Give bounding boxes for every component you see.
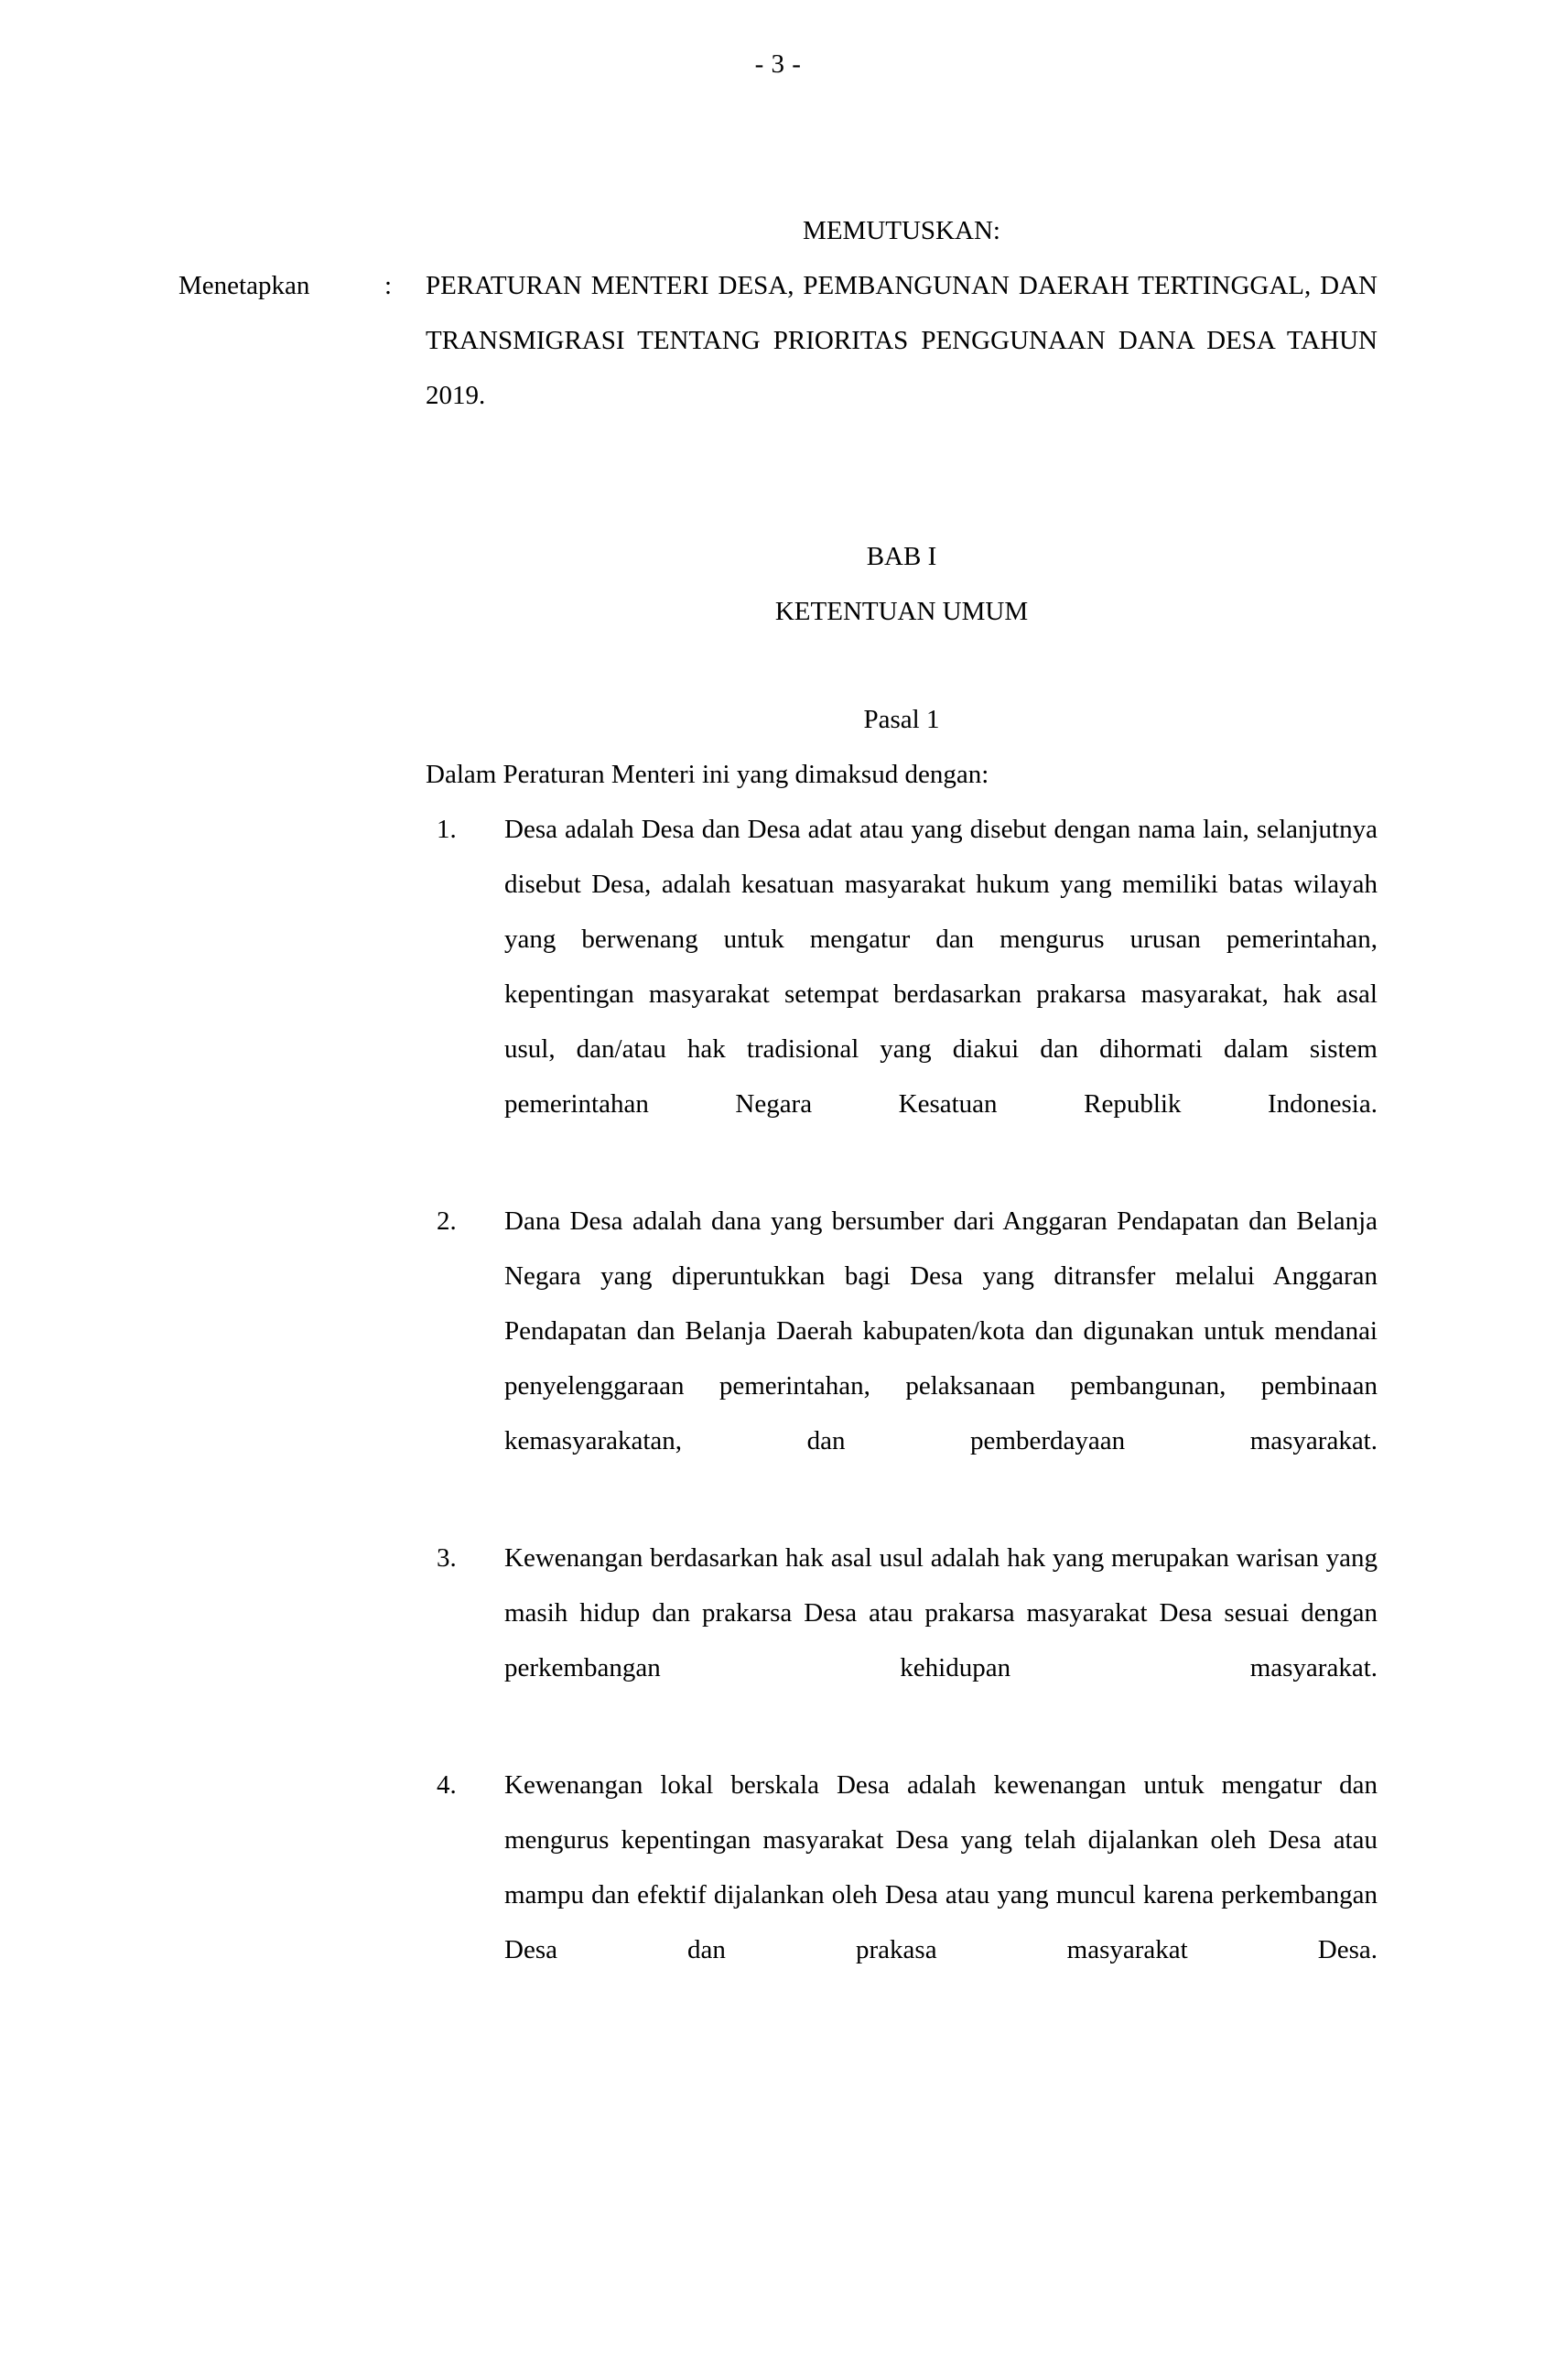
decision-title-text: PERATURAN MENTERI DESA, PEMBANGUNAN DAERAH TERTINGGAL, DAN TRANSMIGRASI TENTANG PRIORITAS PENGGUNAAN DANA DESA TAHUN 2019. — [426, 271, 1378, 410]
spacer-before-article — [178, 639, 1378, 692]
list-item-text: Dana Desa adalah dana yang bersumber dari Anggaran Pendapatan dan Belanja Negara yang diperuntukkan bagi Desa yang ditransfer melalui Anggaran Pendapatan dan Belanja Daerah kabupaten/kota dan digunakan untuk mendanai penyelenggaraan pemerintahan, pelaksanaan pembangunan, pembinaan kemasyarakatan, dan pemberdayaan masyarakat. — [504, 1206, 1378, 1455]
list-item — [426, 1194, 1378, 1523]
list-item — [426, 1758, 1378, 2032]
list-item-text: Desa adalah Desa dan Desa adat atau yang disebut dengan nama lain, selanjutnya disebut Desa, adalah kesatuan masyarakat hukum yang memiliki batas wilayah yang berwenang untuk mengatur dan mengurus urusan pemerintahan, kepentingan masyarakat setempat berdasarkan prakarsa masyarakat, hak asal usul, dan/atau hak tradisional yang diakui dan dihormati dalam sistem pemerintahan Negara Kesatuan Republik Indonesia. — [504, 815, 1378, 1119]
article-intro-text: Dalam Peraturan Menteri ini yang dimaksud dengan: — [426, 760, 989, 789]
decision-block — [178, 258, 1378, 478]
list-item-text: Kewenangan berdasarkan hak asal usul adalah hak yang merupakan warisan yang masih hidup dan prakarsa Desa atau prakarsa masyarakat Desa sesuai dengan perkembangan kehidupan masyarakat. — [504, 1543, 1378, 1682]
decision-heading: MEMUTUSKAN: — [803, 216, 1000, 245]
list-item-marker: 3. — [437, 1543, 457, 1573]
page-content — [178, 203, 1378, 2032]
page-number: - 3 - — [754, 49, 802, 79]
article-heading: Pasal 1 — [863, 705, 940, 734]
chapter-number-heading: BAB I — [866, 542, 937, 571]
chapter-title-heading: KETENTUAN UMUM — [774, 597, 1029, 626]
spacer-before-chapter — [178, 478, 1378, 529]
list-item-marker: 2. — [437, 1206, 457, 1236]
decision-colon: : — [384, 271, 393, 300]
list-item-text: Kewenangan lokal berskala Desa adalah kewenangan untuk mengatur dan mengurus kepentingan masyarakat Desa yang telah dijalankan oleh Desa atau mampu dan efektif dijalankan oleh Desa atau yang muncul karena perkembangan Desa dan prakasa masyarakat Desa. — [504, 1770, 1378, 1964]
list-item-marker: 4. — [437, 1770, 457, 1800]
definition-list — [426, 802, 1378, 2032]
list-item — [426, 802, 1378, 1186]
decision-label: Menetapkan — [178, 271, 310, 300]
list-item-marker: 1. — [437, 815, 457, 844]
list-item — [426, 1531, 1378, 1750]
